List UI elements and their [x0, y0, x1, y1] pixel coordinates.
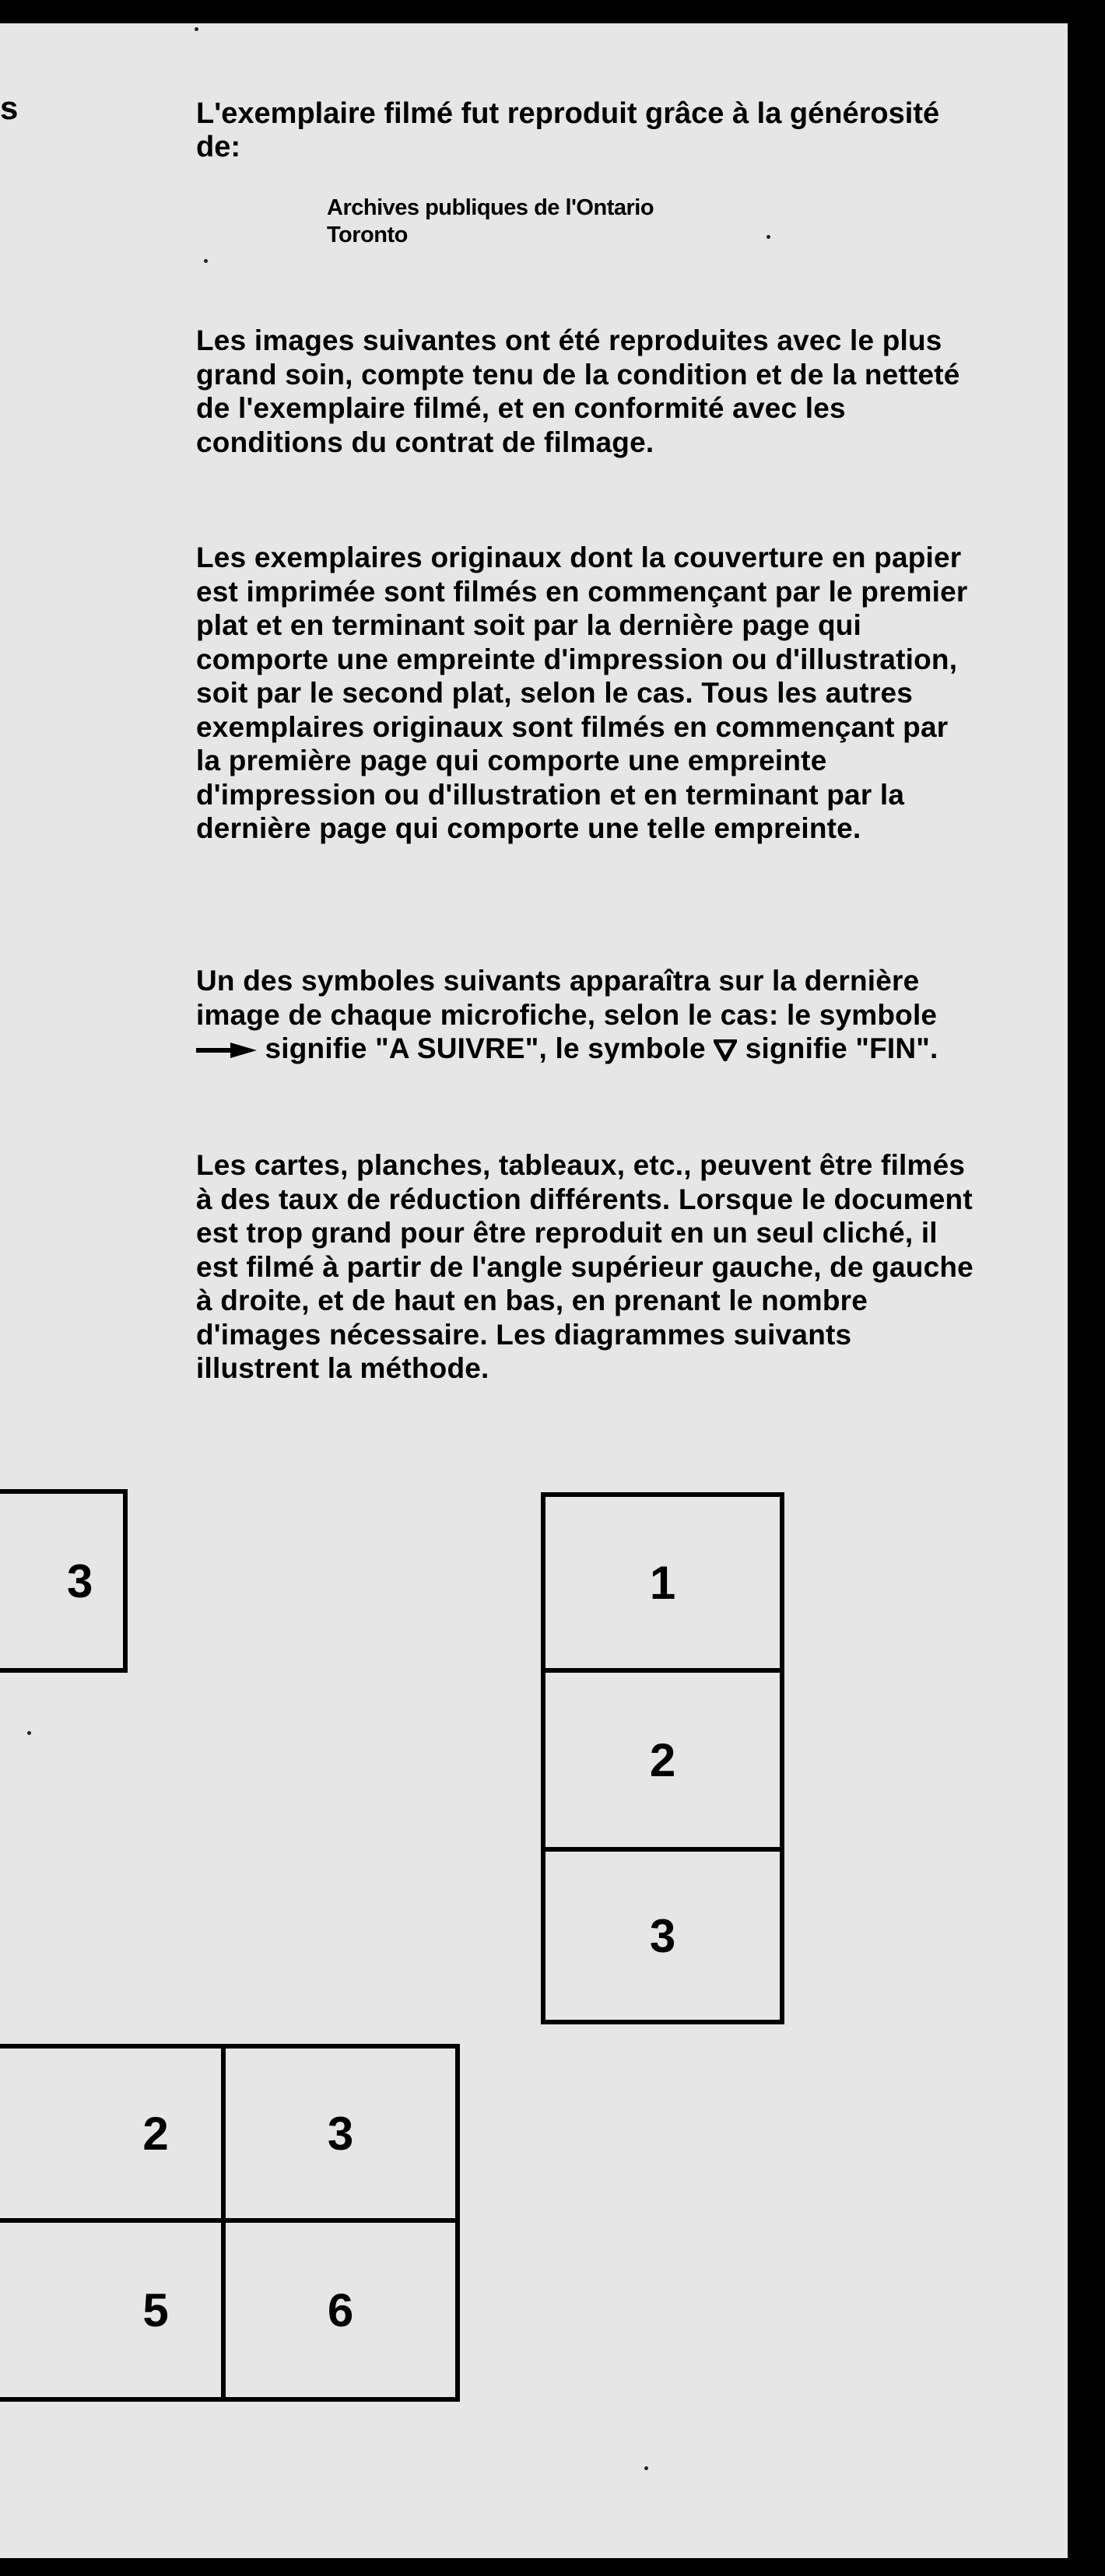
diagram-grid-cell-3	[221, 2044, 460, 2223]
archive-city: Toronto	[327, 223, 408, 247]
cropped-left-text: s	[0, 89, 19, 126]
symbols-text-3: signifie "FIN".	[745, 1032, 938, 1064]
speck	[644, 2466, 648, 2470]
diagram-left-number: 3	[67, 1554, 93, 1607]
speck	[195, 27, 198, 31]
diagram-vertical-cell-3	[541, 1847, 784, 2024]
paragraph-filming-order: Les exemplaires originaux dont la couverture en papier est imprimée sont filmés en commençant par le premier plat et en terminant soit par la dernière page qui comporte une empreinte d'impression ou d'illustration, soit par le second plat, selon le cas. Tous les autres exemplaires originaux sont filmés en commençant par la première page qui comporte une empreinte d'impression ou d'illustration et en terminant par la dernière page qui comporte une telle empreinte.	[196, 541, 968, 844]
diagram-number-2: 2	[649, 1733, 676, 1786]
diagram-number-3: 3	[649, 1909, 676, 1962]
diagram-grid-cell-5	[0, 2218, 226, 2402]
paragraph-image-quality: Les images suivantes ont été reproduites avec le plus grand soin, compte tenu de la condition et de la netteté de l'exemplaire filmé, et en conformité avec les conditions du contrat de filmage.	[196, 324, 960, 458]
speck	[204, 259, 208, 263]
paragraph-symbols	[196, 964, 974, 1066]
diagram-vertical-cell-2	[541, 1668, 784, 1852]
archive-name: Archives publiques de l'Ontario	[327, 195, 654, 220]
diagram-grid-cell-2	[0, 2044, 226, 2223]
diagram-number-1: 1	[649, 1556, 676, 1609]
diagram-grid-cell-6	[221, 2218, 460, 2402]
symbols-text-1: Un des symboles suivants apparaîtra sur la dernière image de chaque microfiche, selon le cas: le symbole	[196, 965, 938, 1031]
archive-credit	[327, 195, 654, 249]
diagram-vertical-cell-1	[541, 1492, 784, 1673]
diagram-number-2b: 2	[142, 2107, 169, 2160]
continue-arrow-icon	[196, 1042, 257, 1059]
film-border-right	[1068, 0, 1105, 2576]
speck	[27, 1731, 31, 1735]
symbols-text-2: signifie "A SUIVRE", le symbole	[265, 1032, 706, 1064]
speck	[766, 235, 770, 239]
diagram-number-5: 5	[142, 2283, 169, 2336]
end-triangle-icon	[714, 1039, 737, 1061]
paragraph-reduction-method: Les cartes, planches, tableaux, etc., peuvent être filmés à des taux de réduction différents. Lorsque le document est trop grand pour être reproduit en un seul cliché, il est filmé à partir de l'angle supérieur gauche, de gauche à droite, et de haut en bas, en prenant le nombre d'images nécessaire. Les diagrammes suivants illustrent la méthode.	[196, 1149, 973, 1384]
diagram-left-cell	[0, 1489, 128, 1673]
film-border-top	[0, 0, 1105, 23]
diagram-number-3b: 3	[327, 2107, 354, 2160]
diagram-number-6: 6	[327, 2283, 354, 2336]
intro-text: L'exemplaire filmé fut reproduit grâce à la générosité de:	[196, 97, 940, 163]
